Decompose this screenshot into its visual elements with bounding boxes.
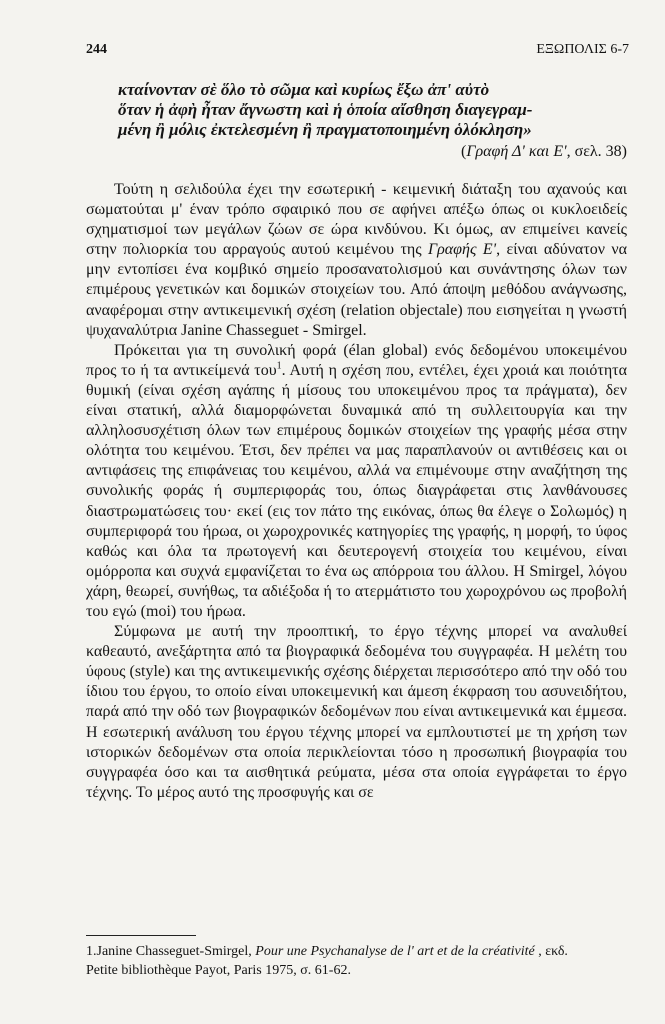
page-header xyxy=(86,42,629,62)
footnote-publisher-b: Petite bibliothèque Payot, Paris 1975, σ. 61-62. xyxy=(86,963,351,978)
quote-source xyxy=(118,142,627,162)
footnote-rule xyxy=(86,935,196,936)
footnote-ref-1[interactable]: 1 xyxy=(276,360,282,372)
paragraph-2 xyxy=(86,341,627,622)
paragraph-1-text-b: , είναι αδύνατον να μην εντοπίσει ένα κομβικό σημείο προσανατολισμού και συνάντησης όλων των επιμέρους γενετικών και δομικών στοιχείων του. Από άποψη μεθόδου ανάγνωσης, αναφέρομαι στην αντικειμενική σχέση (relation objectale) που εισηγείται η γνωστή ψυχαναλύτρια Janine Chasseguet - Smirgel. xyxy=(86,241,628,339)
quote-line: ὅταν ἡ ἀφὴ ἦταν ἄγνωστη καὶ ἡ ὁποία αἴσθηση διαγεγραμ- xyxy=(118,100,533,119)
paragraph-3: Σύμφωνα με αυτή την προοπτική, το έργο τέχνης μπορεί να αναλυθεί καθεαυτό, ανεξάρτητα από τα βιογραφικά δεδομένα του συγγραφέα. Η μελέτη του ύφους (style) και της αντικειμενικής σχέσης διέρχεται περισσότερο από την οδό του ίδιου του έργου, το οποίο είναι υποκειμενική και άμεση έκφραση του ασυνειδήτου, παρά από την οδό των βιογραφικών δεδομένων που είναι αντικειμενικά και έμμεσα. Η εσωτερική ανάλυση του έργου τέχνης μπορεί να εμπλουτιστεί με τη χρήση των ιστορικών δεδομένων στα οποία περικλείονται τόσο η προσωπική βιογραφία του συγγραφέα όσο και τα αισθητικά ρεύματα, μέσα στα οποία εγγράφεται το έργο τέχνης. Το μέρος αυτό της προσφυγής και σε xyxy=(86,623,627,801)
page-number: 244 xyxy=(86,42,107,57)
quote-source-open: ( xyxy=(461,143,467,160)
paragraph-1-text-a: Τούτη η σελιδούλα έχει την εσωτερική - κειμενική διάταξη του αχανούς και σωματούται μ' έναν τρόπο σφαιρικό που σε αφήνει απέξω όπως οι κυκλοειδείς σχηματισμοί των μεγάλων ζώων σε ώρα κινδύνου. Κι όμως, αν επιμείνει κανείς στην πολιορκία του αρραγούς αυτού κειμένου της xyxy=(86,181,627,259)
epigraph-quote xyxy=(118,80,627,162)
paragraph-2-text-b: . Αυτή η σχέση που, εντέλει, έχει χροιά και ποιότητα θυμική (είναι σχέση αγάπης ή μίσους του υποκειμένου προς τα πράγματα), δεν είναι στατική, αλλά διαμορφώνεται δυναμικά από τη συλλειτουργία και την αλληλοσυσχέτιση όλων των επιμέρους δομικών στοιχείων της γραφής μέσα στην ολότητα του κειμένου. Έτσι, δεν πρέπει να μας παραπλανούν οι αντιθέσεις και οι αντιφάσεις της επιφάνειας του κειμένου, αλλά να επιμένουμε στην αναζήτηση της συνολικής φοράς ή συμπεριφοράς του, όπως διαγράφεται στις λανθάνουσες διαστρωματώσεις του· εκεί (εις τον πάτο της εικόνας, όπως θα έλεγε ο Σολωμός) η συμπεριφορά του ήρωα, οι χωροχρονικές κατηγορίες της γραφής, η μορφή, το ύφος καθώς και όλα τα πρωτογενή και δευτερογενή στοιχεία του κειμένου, είναι ομόρροπα και συχνά εμφανίζεται το ένα ως απόρροια του άλλου. Η Smirgel, λόγου χάρη, θεωρεί, συνήθως, τα αδιέξοδα ή το ατερμάτιστο του χωροχρόνου ως προβολή του εγώ (moi) του ήρωα. xyxy=(86,361,627,620)
paragraph-1 xyxy=(86,180,627,341)
body-text xyxy=(86,180,627,803)
work-title-grafi-e: Γραφής Ε' xyxy=(428,241,497,259)
quote-source-title: Γραφή Δ' και Ε' xyxy=(466,143,567,160)
quote-line: μένη ἢ μόλις ἐκτελεσμένη ἢ πραγματοποιημένη ὁλόκληση» xyxy=(118,120,532,139)
running-title: ΕΞΩΠΟΛΙΣ 6-7 xyxy=(536,42,629,57)
footnote-author: 1.Janine Chasseguet-Smirgel, xyxy=(86,944,256,959)
paragraph-2-text-a: Πρόκειται για τη συνολική φορά (élan global) ενός δεδομένου υποκειμένου προς το ή τα αντικείμενά του xyxy=(86,341,627,379)
footnote-publisher-a: , εκδ. xyxy=(534,944,568,959)
footnote-book-title: Pour une Psychanalyse de l' art et de la créativité xyxy=(255,944,535,959)
quote-line: κταίνονταν σὲ ὅλο τὸ σῶμα καὶ κυρίως ἔξω ἀπ' αὐτὸ xyxy=(118,80,490,99)
footnote-1 xyxy=(86,942,627,980)
quote-source-page: , σελ. 38) xyxy=(566,143,627,160)
